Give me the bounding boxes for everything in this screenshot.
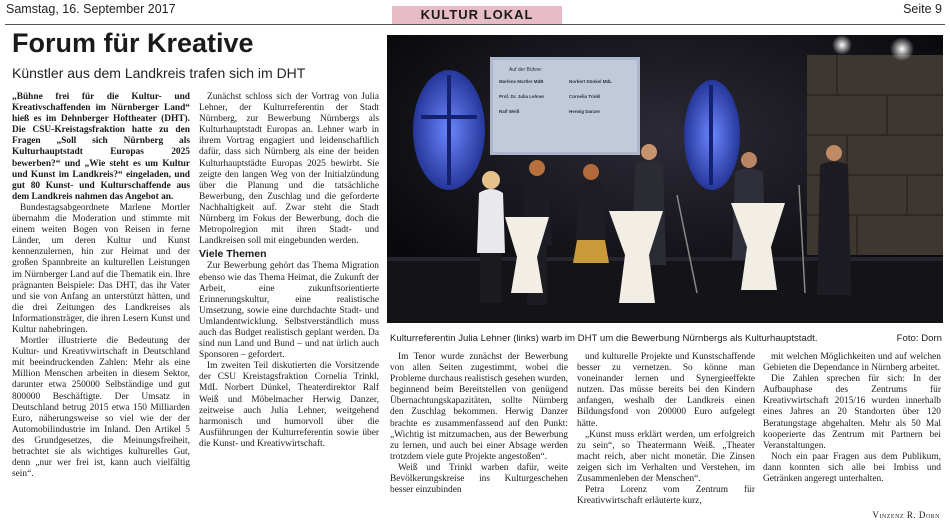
article-column-1 bbox=[12, 92, 190, 512]
screen-name: Prof. Dr. Julia Lehner bbox=[499, 94, 545, 99]
photo-caption: Kulturreferentin Julia Lehner (links) warb im DHT um die Bewerbung Nürnbergs als Kulturhauptstadt. bbox=[390, 333, 818, 344]
screen-heading: Auf der Bühne: bbox=[509, 67, 543, 73]
article-author: Vinzenz R. Dorn bbox=[872, 510, 940, 520]
section-label: KULTUR LOKAL bbox=[392, 6, 562, 24]
article-paragraph: Zur Bewerbung gehört das Thema Migration ebenso wie das Thema Heimat, die Zukunft der Arbeit, eine zukunftsorientierte Erinnerungskultur, eine realistische Umsetzung, sowie eine durchdachte Stadt- und Umlandentwicklung. Selbstverständlich muss auch das Budget realistisch geplant werden. Da sind nun Land und Bund – und nat ürlich auch Sponsoren – gefordert. bbox=[199, 261, 379, 361]
page-date: Samstag, 16. September 2017 bbox=[6, 2, 176, 16]
page-number: Seite 9 bbox=[903, 2, 942, 16]
screen-name: Marlene Mortler MdB bbox=[499, 79, 544, 84]
article-paragraph: Im Tenor wurde zunächst der Bewerbung von allen Seiten zugestimmt, wobei die Probleme durchaus realistisch gesehen wurden, beginnend beim Bereitstellen von genügend Übernachtungskapazitäten, sollte Nürnberg den Zuschlag bekommen. Herwig Danzer brachte es zusammenfassend auf den Punkt: „Wichtig ist mitzumachen, aus der Bewerbung zu lernen, und auch bei einer Absage werden trotzdem viele gute Projekte angestoßen“. bbox=[390, 352, 568, 462]
screen-name: Ralf Weiß bbox=[499, 109, 520, 114]
article-paragraph: und kulturelle Projekte und Kunstschaffende besser zu vernetzen. So könne man voneinander lernen und Synergieeffekte nutzen. Das müsse bereits bei den Kindern anfangen, weshalb der Landkreis einen Bildungsfond von 200000 Euro aufgelegt hätte. bbox=[577, 352, 755, 429]
photo-credit: Foto: Dorn bbox=[896, 333, 942, 344]
article-paragraph: Bundestagsabgeordnete Marlene Mortler übernahm die Moderation und stimmte mit einem weiten Bogen von Reisen in ferne Länder, um deren Kultur und Kunst kennenzulernen, hin zur Heimat und der großen Spannbreite an kulturellen Leistungen im Nürnberger Land auf die Thematik ein. Ihre prägnanten Beispiele: Das DHT, das ihr Vater und sie von Anfang an unterstützt hätten, und die drei Zeitungen des Landkreises als Informationsträger, die ihren Lesern Kunst und Kultur nahebringen. bbox=[12, 202, 190, 335]
screen-name: Norbert Dünkel MdL bbox=[569, 79, 613, 84]
article-paragraph: Weiß und Trinkl warben dafür, weite Bevölkerungskreise ins Kulturgeschehen besser einzubinden bbox=[390, 462, 568, 496]
article-paragraph: Im zweiten Teil diskutierten die Vorsitzende der CSU Kreistagsfraktion Cornelia Trinkl, MdL Norbert Dünkel, Theaterdirektor Ralf Weiß und Möbelmacher Herwig Danzer, zeitweise auch Julia Lehner, weitgehend harmonisch und humorvoll über die Ausführungen der Kulturreferentin sowie über die Kunst- und Kreativwirtschaft. bbox=[199, 361, 379, 449]
article-paragraph: Mortler illustrierte die Bedeutung der Kultur- und Kreativwirtschaft in Deutschland mit beeindruckenden Zahlen: Mehr als eine Million Menschen arbeiten in diesem Sektor, darunter etwa 250000 Selbständige und gut 800000 Beschäftigte. Der Umsatz in Deutschland betrug 2015 etwa 150 Milliarden Euro, näherungsweise so viel wie der der Automobilindustrie im Inland. Den Artikel 5 des Grundgesetzes, die Meinungsfreiheit, betrachtet sie als wichtiges kulturelles Gut, denn „nur wer frei ist, kann auch vielfältig sein“. bbox=[12, 336, 190, 480]
article-paragraph: Noch ein paar Fragen aus dem Publikum, dann konnten sich alle bei Imbiss und Getränken angeregt unterhalten. bbox=[763, 451, 941, 485]
stage-photo-illustration bbox=[387, 35, 943, 323]
article-paragraph: Zunächst schloss sich der Vortrag von Julia Lehner, der Kulturreferentin der Stadt Nürnberg, zur Bewerbung Nürnbergs als Kulturhauptstadt Europas an. Lehner warb in ihrem Vortrag engagiert und leidenschaftlich dafür, dass sich Nürnberg als eine der beiden Kulturhauptstädte Europas 2025 bewirbt. Sie zeigte den langen Weg von der Initialzündung über die Planung und die tatsächliche Bewerbung, den Zuschlag und die geforderte Nachhaltigkeit auf. Zwar steht die Stadt Nürnberg im Fokus der Bewerbung, doch die Metropolregion mit ihren Stadt- und Landkreisen soll mit eingebunden werden. bbox=[199, 92, 379, 247]
article-column-5 bbox=[763, 352, 941, 504]
article-paragraph: mit welchen Möglichkeiten und auf welchen Gebieten die Dependance in Nürnberg arbeitet. bbox=[763, 352, 941, 374]
article-subtitle: Künstler aus dem Landkreis trafen sich im DHT bbox=[12, 65, 306, 81]
article-column-4 bbox=[577, 352, 755, 517]
subheading: Viele Themen bbox=[199, 248, 267, 261]
article-column-3 bbox=[390, 352, 568, 517]
article-title: Forum für Kreative bbox=[12, 28, 254, 58]
article-paragraph: Petra Lorenz vom Zentrum für Kreativwirtschaft erläuterte kurz, bbox=[577, 485, 755, 507]
article-paragraph: Die Zahlen sprechen für sich: In der Aufbauphase des Zentrums für Kreativwirtschaft 2015/16 wurden innerhalb eines Jahres an 20 Standorten über 120 Beratungstage abgehalten. Mehr als 50 Mal kooperierte das Zentrum mit Partnern bei Veranstaltungen. bbox=[763, 374, 941, 451]
header-rule bbox=[5, 24, 945, 25]
screen-name: Herwig Danzer bbox=[569, 109, 601, 114]
article-lead: „Bühne frei für die Kultur- und Kreativschaffenden im Nürnberger Land“ hieß es im Dehnberger Hoftheater (DHT). Die CSU-Kreistagsfraktion hatte zu den Fragen „Soll sich Nürnberg als Kulturhauptstadt Europas 2025 bewerben?“ und „Wie steht es um Kultur und Kunst im Landkreis?“ eingeladen, und gut 80 Kunst- und Kulturschaffende aus dem Landkreis nahmen das Angebot an. bbox=[12, 92, 190, 202]
article-photo bbox=[387, 35, 943, 323]
screen-name: Cornelia Trinkl bbox=[569, 94, 601, 99]
article-paragraph: „Kunst muss erklärt werden, um erfolgreich zu sein“, so Theatermann Weiß. „Theater macht reich, aber nicht monetär. Die Zinsen zeigen sich im Verhalten und Verstehen, im Zusammenleben der Menschen“. bbox=[577, 429, 755, 485]
article-column-2 bbox=[199, 92, 379, 512]
